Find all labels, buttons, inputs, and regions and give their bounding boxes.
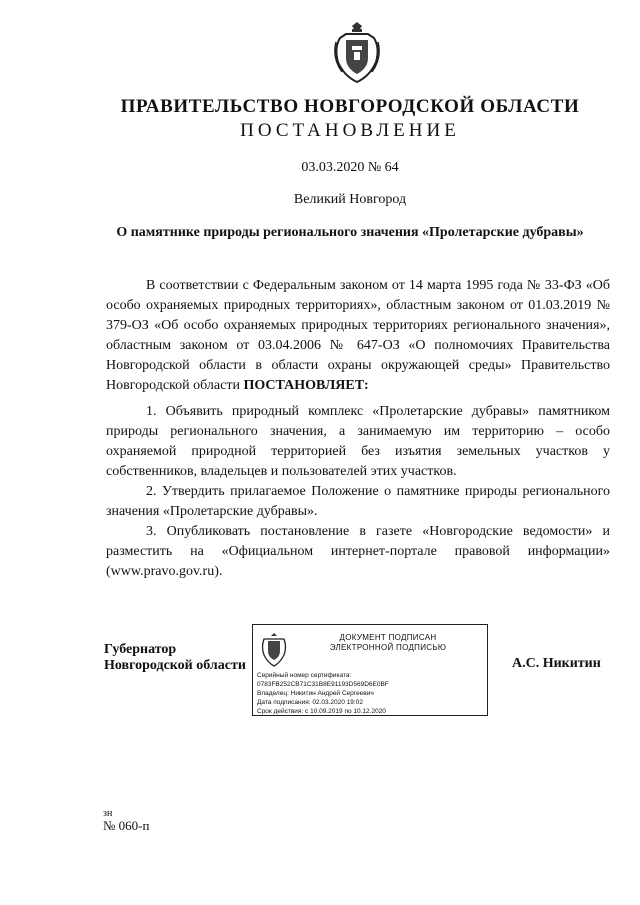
preamble-paragraph: [106, 276, 610, 396]
electronic-signature-stamp: [252, 624, 488, 716]
item-paragraph: 1. Объявить природный комплекс «Пролетарские дубравы» памятником природы регионального значения, а занимаемую им территорию – особо охраняемой природной территорией без изъятия земельных участков у собственников, владельцев и пользователей этих участков.: [106, 404, 610, 479]
stamp-title: [293, 633, 483, 653]
city: Великий Новгород: [293, 192, 407, 207]
certificate-validity: Срок действия: с 10.09.2019 по 10.12.2020: [257, 708, 386, 715]
signed-date: Дата подписания: 02.03.2020 19:02: [257, 699, 363, 706]
document-type: ПОСТАНОВЛЕНИЕ: [240, 120, 460, 141]
serial-label: Серийный номер сертификата:: [257, 672, 352, 679]
stamp-details: [257, 671, 389, 716]
certificate-owner: Владелец: Никитин Андрей Сергеевич: [257, 690, 374, 697]
signatory-name: А.С. Никитин: [512, 656, 601, 671]
date-number: 03.03.2020 № 64: [301, 160, 399, 175]
item-paragraph: 2. Утвердить прилагаемое Положение о памятнике природы регионального значения «Пролетарские дубравы».: [106, 484, 610, 519]
position-line: Новгородской области: [104, 658, 246, 673]
organization-title: ПРАВИТЕЛЬСТВО НОВГОРОДСКОЙ ОБЛАСТИ: [120, 96, 580, 117]
preamble-text: В соответствии с Федеральным законом от 14 марта 1995 года № 33-ФЗ «Об особо охраняемых природных территориях», областным законом от 01.03.2019 № 379-ОЗ «Об особо охраняемых природных территориях регионального значения», областным законом от 03.04.2006 № 647-ОЗ «О полномочиях Правительства Новгородской области в области охраны окружающей среды» Правительство Новгородской области: [106, 278, 610, 393]
decree-word: ПОСТАНОВЛЯЕТ:: [243, 378, 369, 393]
item-paragraph: 3. Опубликовать постановление в газете «Новгородские ведомости» и разместить на «Официальном интернет-портале правовой информации» (www.pravo.gov.ru).: [106, 524, 610, 579]
serial-value: 0783FB252CB71C31B8E91193D569D6E0BF: [257, 681, 389, 688]
footer-number: № 060-п: [103, 818, 150, 833]
signatory-position: [104, 642, 246, 674]
document-subject: О памятнике природы регионального значения «Пролетарские дубравы»: [116, 225, 584, 240]
footer-initials: зн: [103, 808, 113, 819]
coat-of-arms-emblem: [330, 18, 384, 84]
stamp-title-line: ЭЛЕКТРОННОЙ ПОДПИСЬЮ: [329, 643, 447, 652]
stamp-title-line: ДОКУМЕНТ ПОДПИСАН: [339, 633, 437, 642]
stamp-emblem-icon: [259, 631, 289, 667]
position-line: Губернатор: [104, 642, 177, 657]
document-body: [106, 276, 610, 582]
footer-reference: [103, 808, 149, 832]
